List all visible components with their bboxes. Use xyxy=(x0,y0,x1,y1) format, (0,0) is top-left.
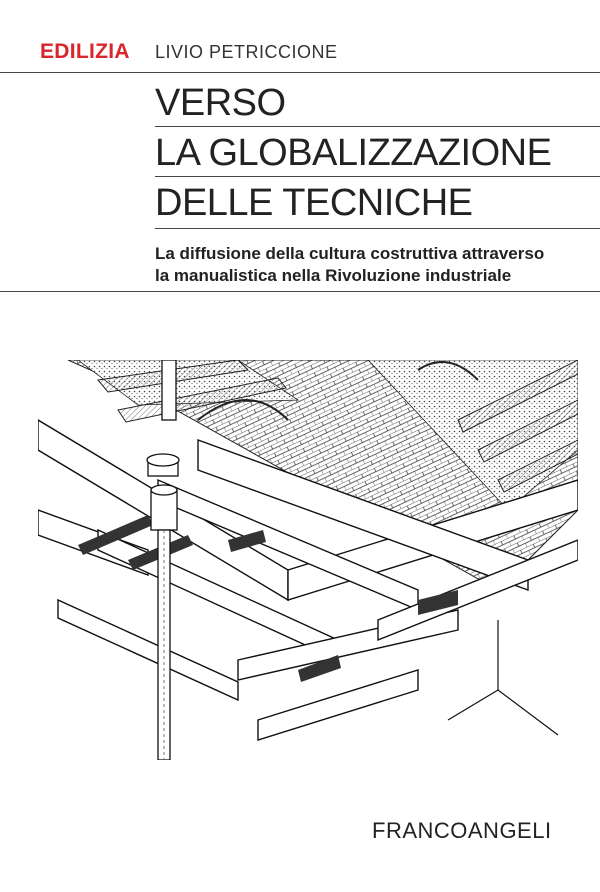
title-rule-1 xyxy=(155,126,600,127)
title-rule-2 xyxy=(155,176,600,177)
series-label: EDILIZIA xyxy=(40,40,130,63)
title-line-3: DELLE TECNICHE xyxy=(155,182,473,224)
title-rule-3 xyxy=(155,228,600,229)
construction-illustration xyxy=(38,360,578,760)
header-rule xyxy=(0,72,600,73)
author-name: LIVIO PETRICCIONE xyxy=(155,42,338,62)
title-line-2: LA GLOBALIZZAZIONE xyxy=(155,132,552,174)
axonometric-axes xyxy=(448,620,558,735)
publisher-name: FRANCOANGELI xyxy=(372,818,552,843)
subtitle-rule xyxy=(0,291,600,292)
subtitle-line-1: La diffusione della cultura costruttiva attraverso xyxy=(155,244,545,263)
subtitle-line-2: la manualistica nella Rivoluzione industriale xyxy=(155,266,512,285)
title-line-1: VERSO xyxy=(155,82,286,124)
